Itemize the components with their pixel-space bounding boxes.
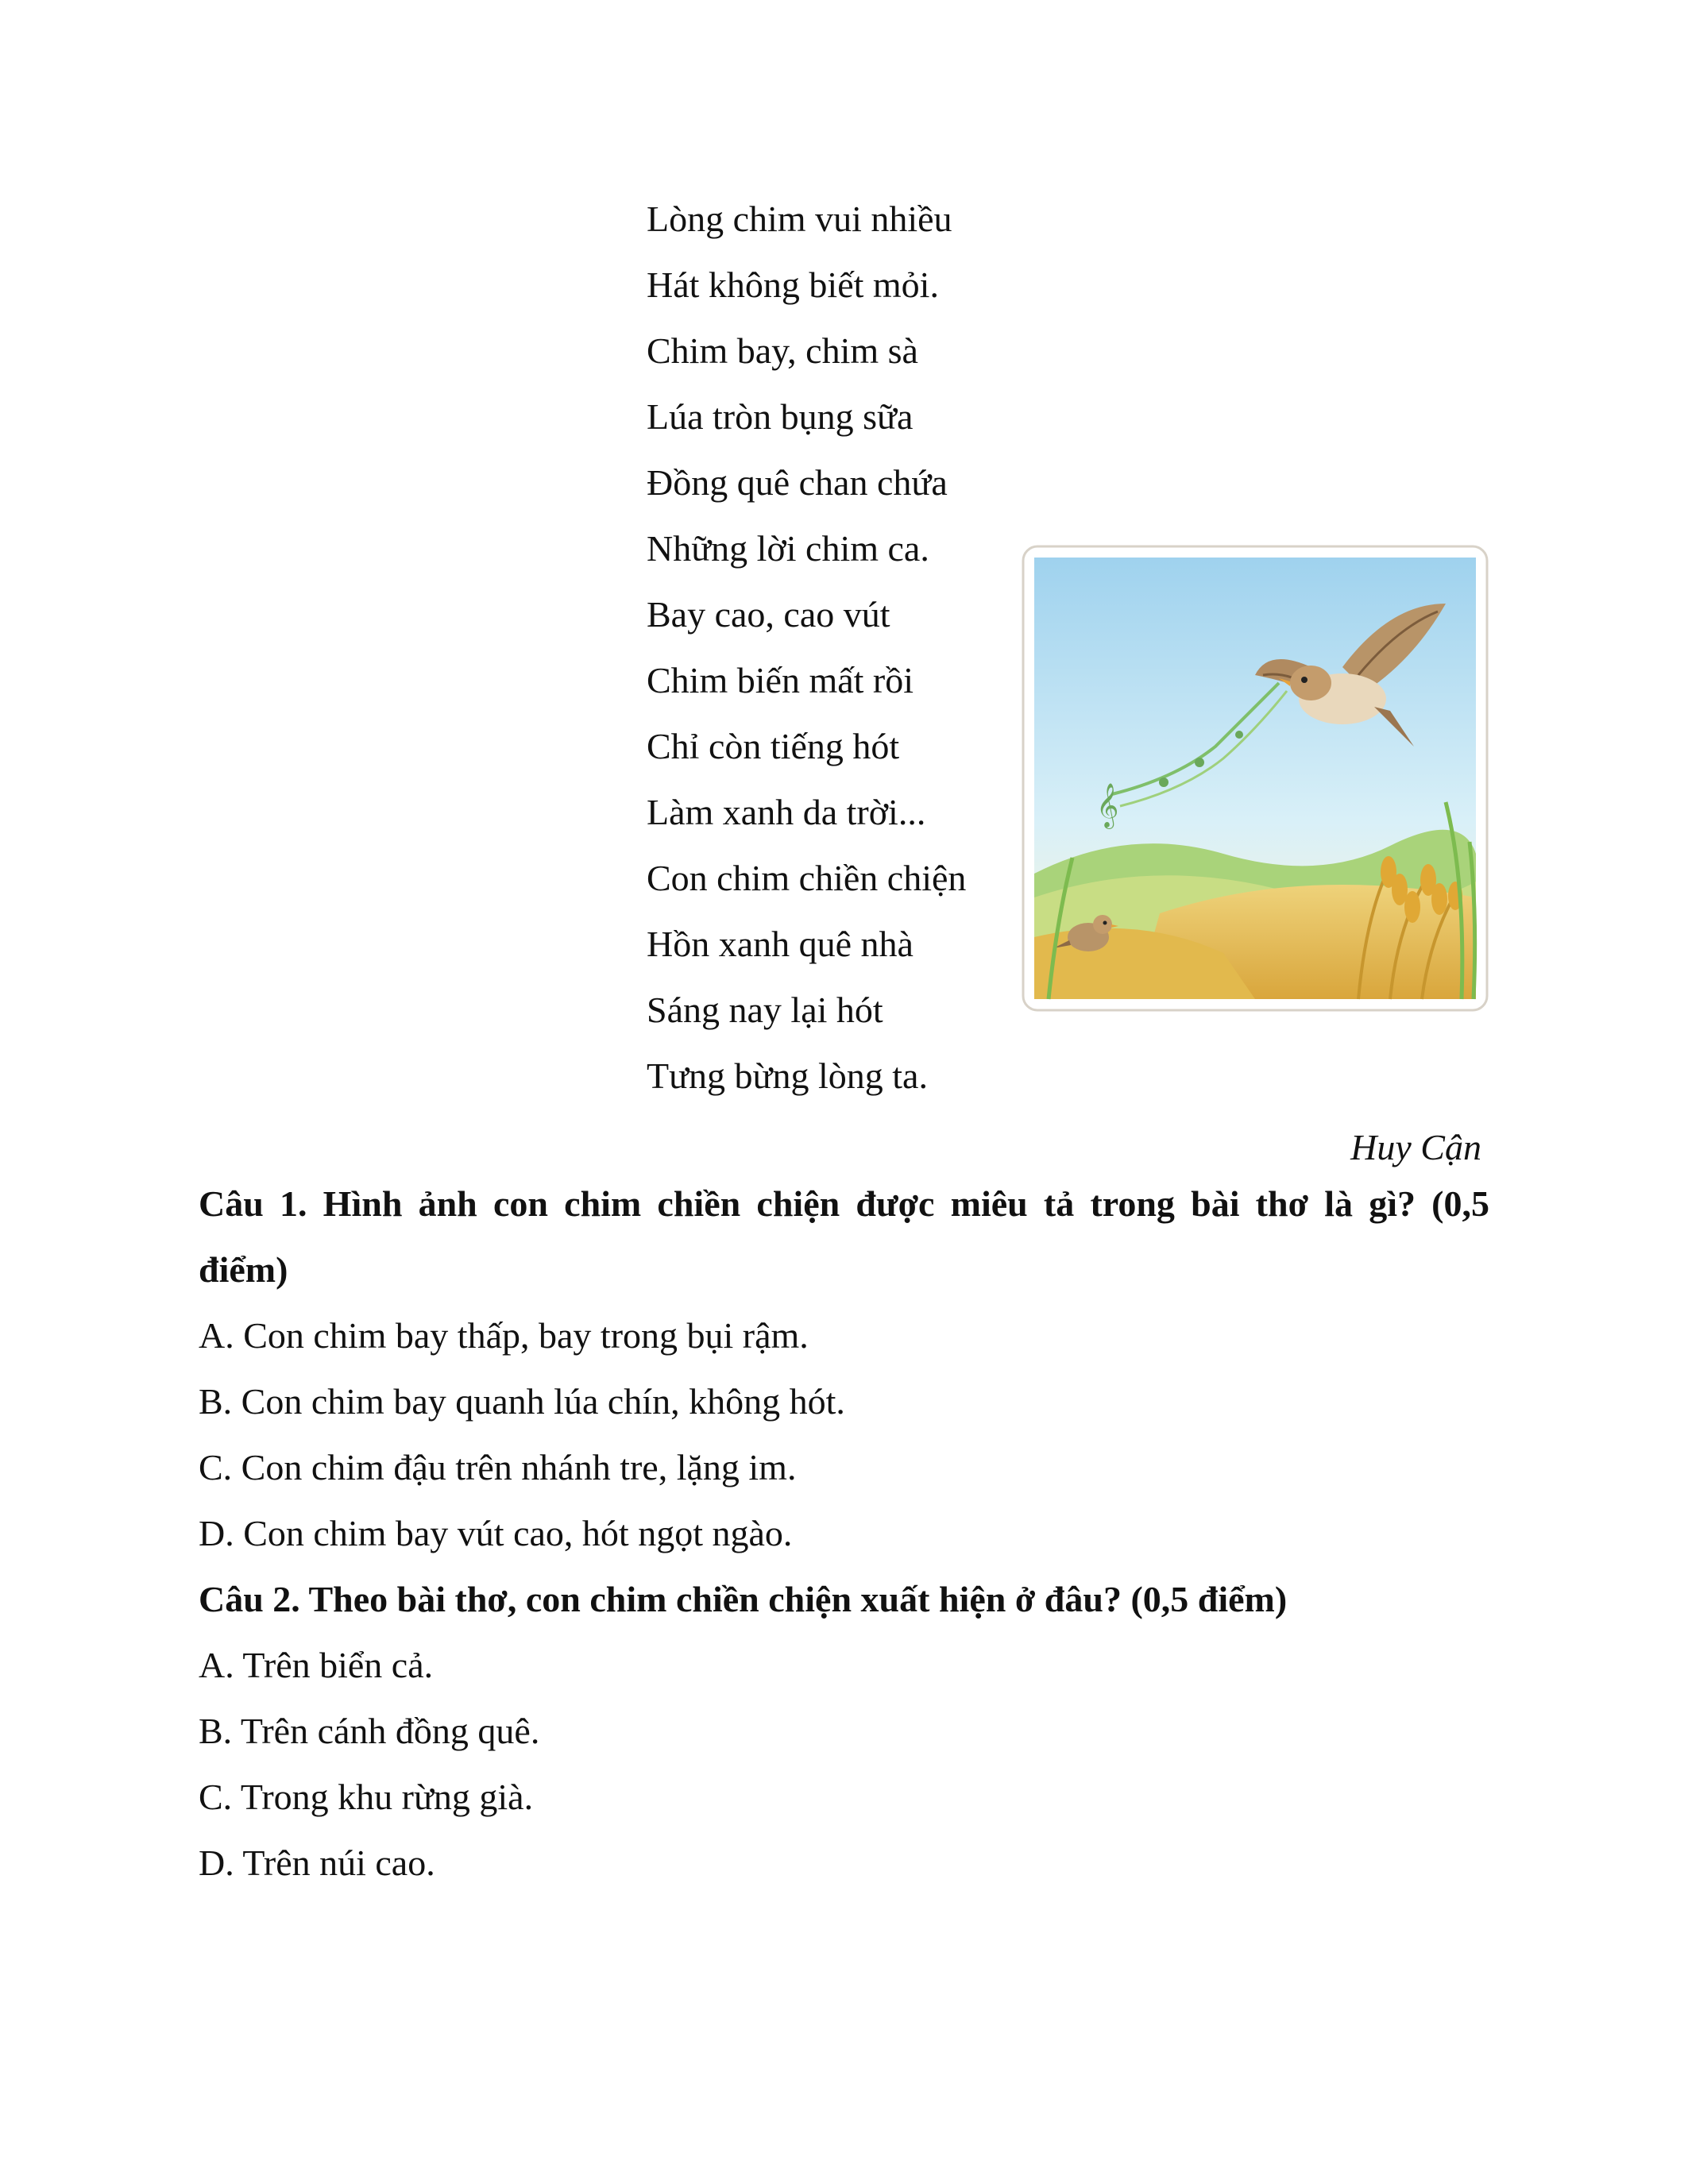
question-1-title-cont: điểm) <box>199 1249 288 1290</box>
question-2-option-a: A. Trên biển cả. <box>199 1645 434 1685</box>
poem-line: Chim biến mất rồi <box>647 660 914 700</box>
skylark-over-rice-field-icon <box>1017 540 1493 1017</box>
question-2-option-d: D. Trên núi cao. <box>199 1843 435 1883</box>
question-1-option-c: C. Con chim đậu trên nhánh tre, lặng im. <box>199 1447 797 1488</box>
question-2-title: Câu 2. Theo bài thơ, con chim chiền chiện xuất hiện ở đâu? (0,5 điểm) <box>199 1579 1288 1619</box>
poem-line: Tưng bừng lòng ta. <box>647 1055 928 1096</box>
question-1-option-d: D. Con chim bay vút cao, hót ngọt ngào. <box>199 1513 793 1553</box>
poem-line: Làm xanh da trời... <box>647 792 926 832</box>
poem-line: Hồn xanh quê nhà <box>647 924 914 964</box>
svg-text:𝄞: 𝄞 <box>1096 783 1119 828</box>
poem-author: Huy Cận <box>1350 1127 1481 1167</box>
poem-line: Những lời chim ca. <box>647 528 929 569</box>
skylark-illustration <box>1017 540 1493 1017</box>
question-1-title: Câu 1. Hình ảnh con chim chiền chiện được miêu tả trong bài thơ là gì? (0,5 <box>199 1183 1489 1224</box>
poem-line: Hát không biết mỏi. <box>647 264 939 305</box>
question-1-option-a: A. Con chim bay thấp, bay trong bụi rậm. <box>199 1315 809 1356</box>
poem-line: Con chim chiền chiện <box>647 858 967 898</box>
poem-line: Chỉ còn tiếng hót <box>647 726 900 766</box>
poem-line: Đồng quê chan chứa <box>647 462 948 503</box>
poem-line: Lòng chim vui nhiều <box>647 199 952 239</box>
question-2-option-c: C. Trong khu rừng già. <box>199 1777 534 1817</box>
question-2-option-b: B. Trên cánh đồng quê. <box>199 1711 540 1751</box>
poem-line: Lúa tròn bụng sữa <box>647 396 914 437</box>
poem-line: Sáng nay lại hót <box>647 990 883 1030</box>
poem-line: Chim bay, chim sà <box>647 330 918 371</box>
question-1-option-b: B. Con chim bay quanh lúa chín, không hót. <box>199 1381 845 1422</box>
poem-line: Bay cao, cao vút <box>647 594 890 635</box>
